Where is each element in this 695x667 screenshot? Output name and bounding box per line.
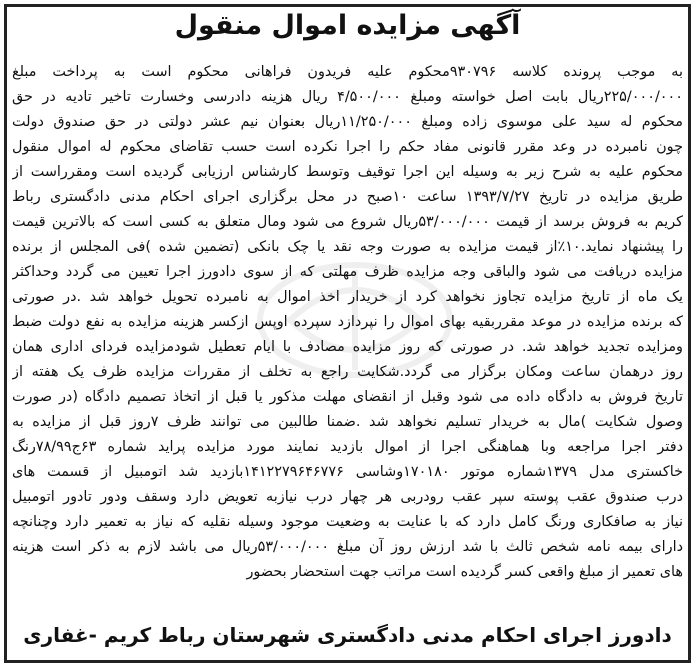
body-line: نیاز به صافکاری ورنگ کامل دارد که با عنایت به وضعیت موجود وسیله نقلیه که نیاز به تعمیر دارد وچنانچه: [12, 514, 683, 530]
notice-body: [12, 60, 683, 585]
body-line: درب صندوق عقب پوسته سپر عقب رودربی هر چهار درب نیازبه تعویض دارد وسقف ودور تادور اتومبیل: [12, 489, 683, 505]
body-line: خاکستری مدل ۱۳۷۹شماره موتور ۱۷۰۱۸۰وشاسی ۱۴۱۲۲۷۹۶۴۶۷۷۶بازدید شد اتومبیل از قسمت های: [12, 464, 683, 480]
body-line: چون نامبرده در وعد مقرر قانونی مفاد حکم را اجرا نکرده است حسب تقاضای محکوم له اموال منقول: [12, 139, 683, 155]
body-line: روز درهمان ساعت ومکان برگزار می گردد.شکایت راجع به تخلف از مقررات مزایده ظرف یک هفته از: [12, 364, 683, 380]
notice-title: آگهی مزایده اموال منقول: [174, 10, 521, 41]
body-line: تاریخ فروش به دادگاه داده می شود وقبل از انقضای مهلت مذکور یا قبل از اتخاذ تصمیم دادگاه (در صورت: [12, 389, 683, 405]
body-line: دارای بیمه نامه شخص ثالث با شد ارزش روز آن مبلغ ۵۳/۰۰۰/۰۰۰ریال می باشد لازم به ذکر است هزینه: [12, 539, 683, 555]
notice-signature: دادورز اجرای احکام مدنی دادگستری شهرستان رباط کریم -غفاری: [23, 623, 672, 647]
body-line: دفتر اجرا مراجعه وبا هماهنگی اجرا از اموال بازدید نمایند مورد مزایده پراید شماره ۶۳ج۷۸/۹۹رنگ: [12, 439, 683, 455]
body-line: مزایده دریافت می شود والباقی وجه مزایده ظرف مهلتی که از سوی دادورز اجرا تعیین می گردد وحداکثر: [12, 264, 683, 280]
body-line: ۲۲۵/۰۰۰/۰۰۰ریال بابت اصل خواسته ومبلغ ۴/۵۰۰/۰۰۰ ریال هزینه دادرسی وخسارت تاخیر تادیه در حق: [12, 89, 683, 105]
body-line: کریم به فروش برسد از قیمت ۵۳/۰۰۰/۰۰۰ریال شروع می شود ومال متعلق به کسی است که بالاترین قیمت: [12, 214, 683, 230]
body-line: که برنده مزایده در موعد مقرربقیه بهای اموال را نپردازد سپرده اوپس ازکسر هزینه مزایده به نفع دولت ضبط: [12, 314, 683, 330]
body-line: محکوم له سید علی موسوی زاده ومبلغ ۱۱/۲۵۰/۰۰۰ریال بعنوان نیم عشر دولتی در حق صندوق دولت: [12, 114, 683, 130]
body-line: به موجب پرونده کلاسه ۹۳۰۷۹۶محکوم علیه فریدون فراهانی محکوم است به پرداخت مبلغ: [12, 64, 683, 80]
body-line: را پیشنهاد نماید.۱۰٪از قیمت مزایده به صورت وجه نقد یا چک بانکی (تضمین شده )فی المجلس از برنده: [12, 239, 683, 255]
body-line: ومزایده تجدید خواهد شد. در صورتی که روز مزایده مصادف با ایام تعطیل شودمزایده فردای اداری همان: [12, 339, 683, 355]
body-line: محکوم علیه به شرح زیر به وسیله این اجرا توقیف وتوسط کارشناس ارزیابی گردیده است ومقرراست از: [12, 164, 683, 180]
body-line: های تعمیر از مبلغ واقعی کسر گردیده است مراتب جهت استحضار بحضور: [246, 564, 683, 580]
body-line: وصول شکایت )مال به خریدار تسلیم نخواهد شد .ضمنا طالبین می توانند ظرف ۷روز قبل از مزایده به: [12, 414, 683, 430]
body-line: طریق مزایده در تاریخ ۱۳۹۳/۷/۲۷ ساعت ۱۰صبح در محل برگزاری اجرای احکام مدنی دادگستری رباط: [12, 189, 683, 205]
body-line: یک ماه از تاریخ مزایده تجاوز نخواهد کرد از خریدار اخذ اموال به نامبرده تحویل خواهد شد .در صورتی: [12, 289, 683, 305]
